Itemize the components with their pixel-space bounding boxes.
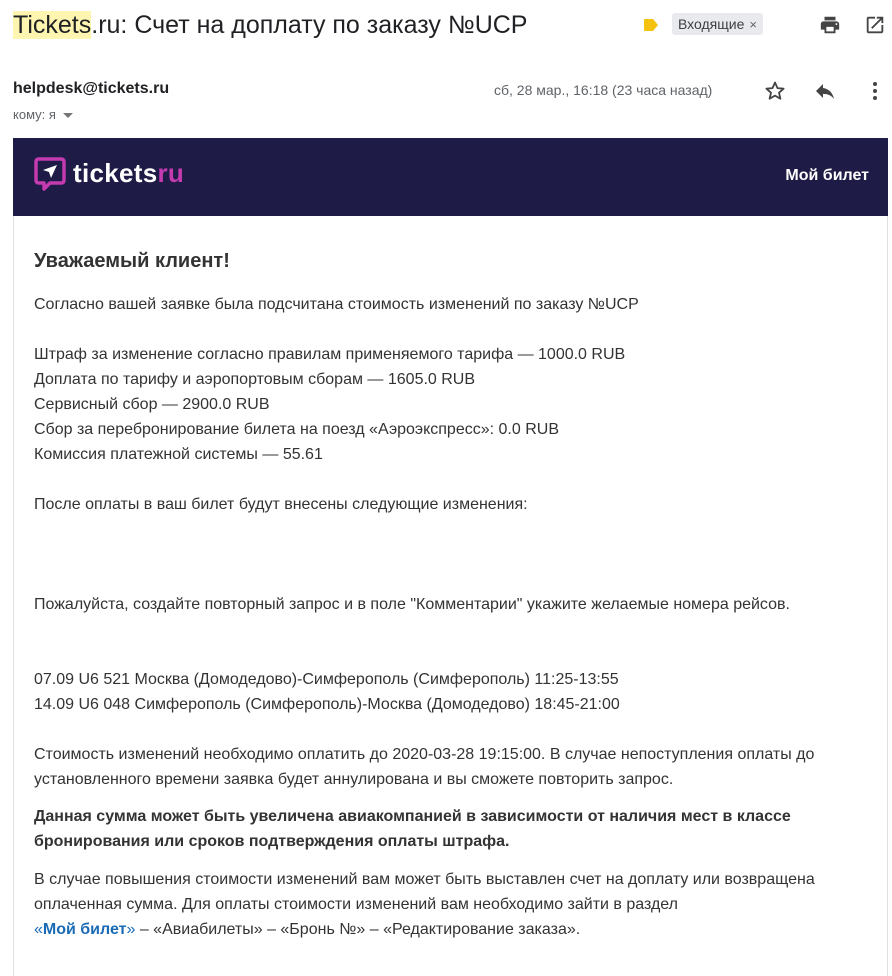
recipient-line[interactable]: [13, 107, 73, 122]
message-date: сб, 28 мар., 16:18 (23 часа назад): [494, 82, 713, 98]
increase-info-main: В случае повышения стоимости изменений вам может быть выставлен счет на доплату или возвращена оплаченная сумма. Для оплаты стоимости изменений вам необходимо зайти в раздел: [34, 871, 815, 913]
tickets-banner: [13, 138, 888, 216]
logo-text-accent: ru: [157, 158, 185, 188]
reply-icon[interactable]: [813, 79, 837, 103]
open-in-new-window-icon[interactable]: [864, 14, 886, 36]
flight-line: 14.09 U6 048 Симферополь (Симферополь)-Москва (Домодедово) 18:45-21:00: [34, 696, 620, 713]
navigation-path-text: – «Авиабилеты» – «Бронь №» – «Редактирование заказа».: [135, 921, 581, 938]
greeting: Уважаемый клиент!: [34, 250, 230, 272]
subject-highlight: Tickets: [13, 11, 92, 39]
print-icon[interactable]: [819, 14, 841, 36]
recipient-details-caret-icon[interactable]: [63, 113, 73, 118]
email-subject: [13, 8, 527, 42]
logo-text-main: tickets: [73, 158, 158, 188]
subject-rest: .ru: Счет на доплату по заказу №UCP: [91, 11, 528, 39]
link-text: Мой билет: [42, 921, 127, 938]
email-body-card: [13, 216, 888, 976]
inbox-label-text: Входящие: [678, 16, 745, 32]
remove-label-icon[interactable]: ×: [749, 17, 757, 32]
my-ticket-body-link[interactable]: [34, 921, 135, 938]
subject-row: [13, 8, 892, 44]
label-tag-icon[interactable]: [643, 18, 659, 32]
payment-deadline-text: Стоимость изменений необходимо оплатить до 2020-03-28 19:15:00. В случае непоступления оплаты до установленного времени заявка будет аннулирована и вы сможете повторить запрос.: [34, 746, 815, 788]
fee-line: Комиссия платежной системы — 55.61: [34, 446, 323, 463]
sender-email[interactable]: helpdesk@tickets.ru: [13, 80, 170, 97]
tickets-logo-icon: [33, 156, 67, 192]
intro-text: Согласно вашей заявке была подсчитана стоимость изменений по заказу №UCP: [34, 296, 639, 313]
my-ticket-link[interactable]: Мой билет: [785, 167, 869, 184]
tickets-logo-text: [73, 158, 184, 188]
flight-line: 07.09 U6 521 Москва (Домодедово)-Симферополь (Симферополь) 11:25-13:55: [34, 671, 619, 688]
recipient-text: кому: я: [13, 107, 56, 122]
request-text: Пожалуйста, создайте повторный запрос и в поле "Комментарии" укажите желаемые номера рейсов.: [34, 596, 790, 613]
star-icon[interactable]: [763, 79, 787, 103]
fee-line: Сервисный сбор — 2900.0 RUB: [34, 396, 270, 413]
link-quote-close: »: [126, 921, 136, 938]
inbox-label-chip[interactable]: [672, 13, 763, 35]
fee-line: Штраф за изменение согласно правилам применяемого тарифа — 1000.0 RUB: [34, 346, 626, 363]
increase-info-text: [34, 867, 870, 942]
changes-intro: После оплаты в ваш билет будут внесены следующие изменения:: [34, 496, 528, 513]
more-options-icon[interactable]: [867, 79, 883, 103]
link-quote-open: «: [34, 921, 43, 938]
fee-line: Сбор за перебронирование билета на поезд «Аэроэкспресс»: 0.0 RUB: [34, 421, 559, 438]
fee-line: Доплата по тарифу и аэропортовым сборам — 1605.0 RUB: [34, 371, 476, 388]
price-warning-text: Данная сумма может быть увеличена авиакомпанией в зависимости от наличия мест в классе бронирования или сроков подтверждения оплаты штрафа.: [34, 808, 791, 850]
